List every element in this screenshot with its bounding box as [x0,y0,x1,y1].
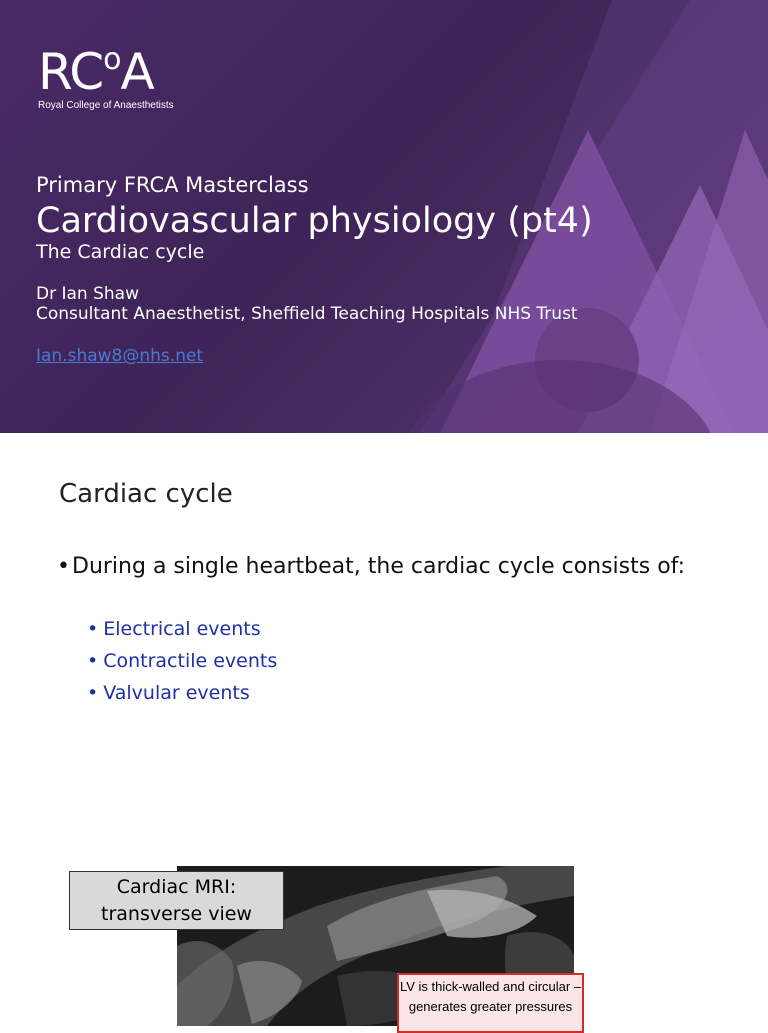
main-bullet-text: During a single heartbeat, the cardiac cycle consists of: [72,554,686,579]
sub-bullet-text: Contractile events [103,650,278,672]
title-slide [0,0,768,433]
author-role: Consultant Anaesthetist, Sheffield Teaching Hospitals NHS Trust [36,304,578,324]
slide-heading: Cardiac cycle [59,479,233,509]
mri-caption-box: Cardiac MRI: transverse view [69,871,284,930]
course-name: Primary FRCA Masterclass [36,173,309,197]
author-name: Dr Ian Shaw [36,284,139,304]
slide-title: Cardiovascular physiology (pt4) [36,201,593,241]
sub-bullet-text: Valvular events [103,682,250,704]
cardiac-cycle-slide [0,433,768,1024]
sub-bullet-item: • Valvular events [87,682,250,704]
logo-wordmark: $RC^oA$ [38,42,154,101]
logo-subtitle: Royal College of Anaesthetists [38,100,174,111]
sub-bullet-item: • Electrical events [87,618,261,640]
sub-bullet-item: • Contractile events [87,650,278,672]
email-link[interactable]: Ian.shaw8@nhs.net [36,346,204,366]
bullet-dot: • [57,554,70,579]
rcoa-logo [38,34,174,111]
slide-subtitle: The Cardiac cycle [36,241,205,263]
sub-bullet-text: Electrical events [103,618,261,640]
main-bullet [57,551,717,582]
sub-bullet-list [87,615,277,711]
lv-annotation-box: LV is thick-walled and circular – generates greater pressures [397,973,584,1033]
